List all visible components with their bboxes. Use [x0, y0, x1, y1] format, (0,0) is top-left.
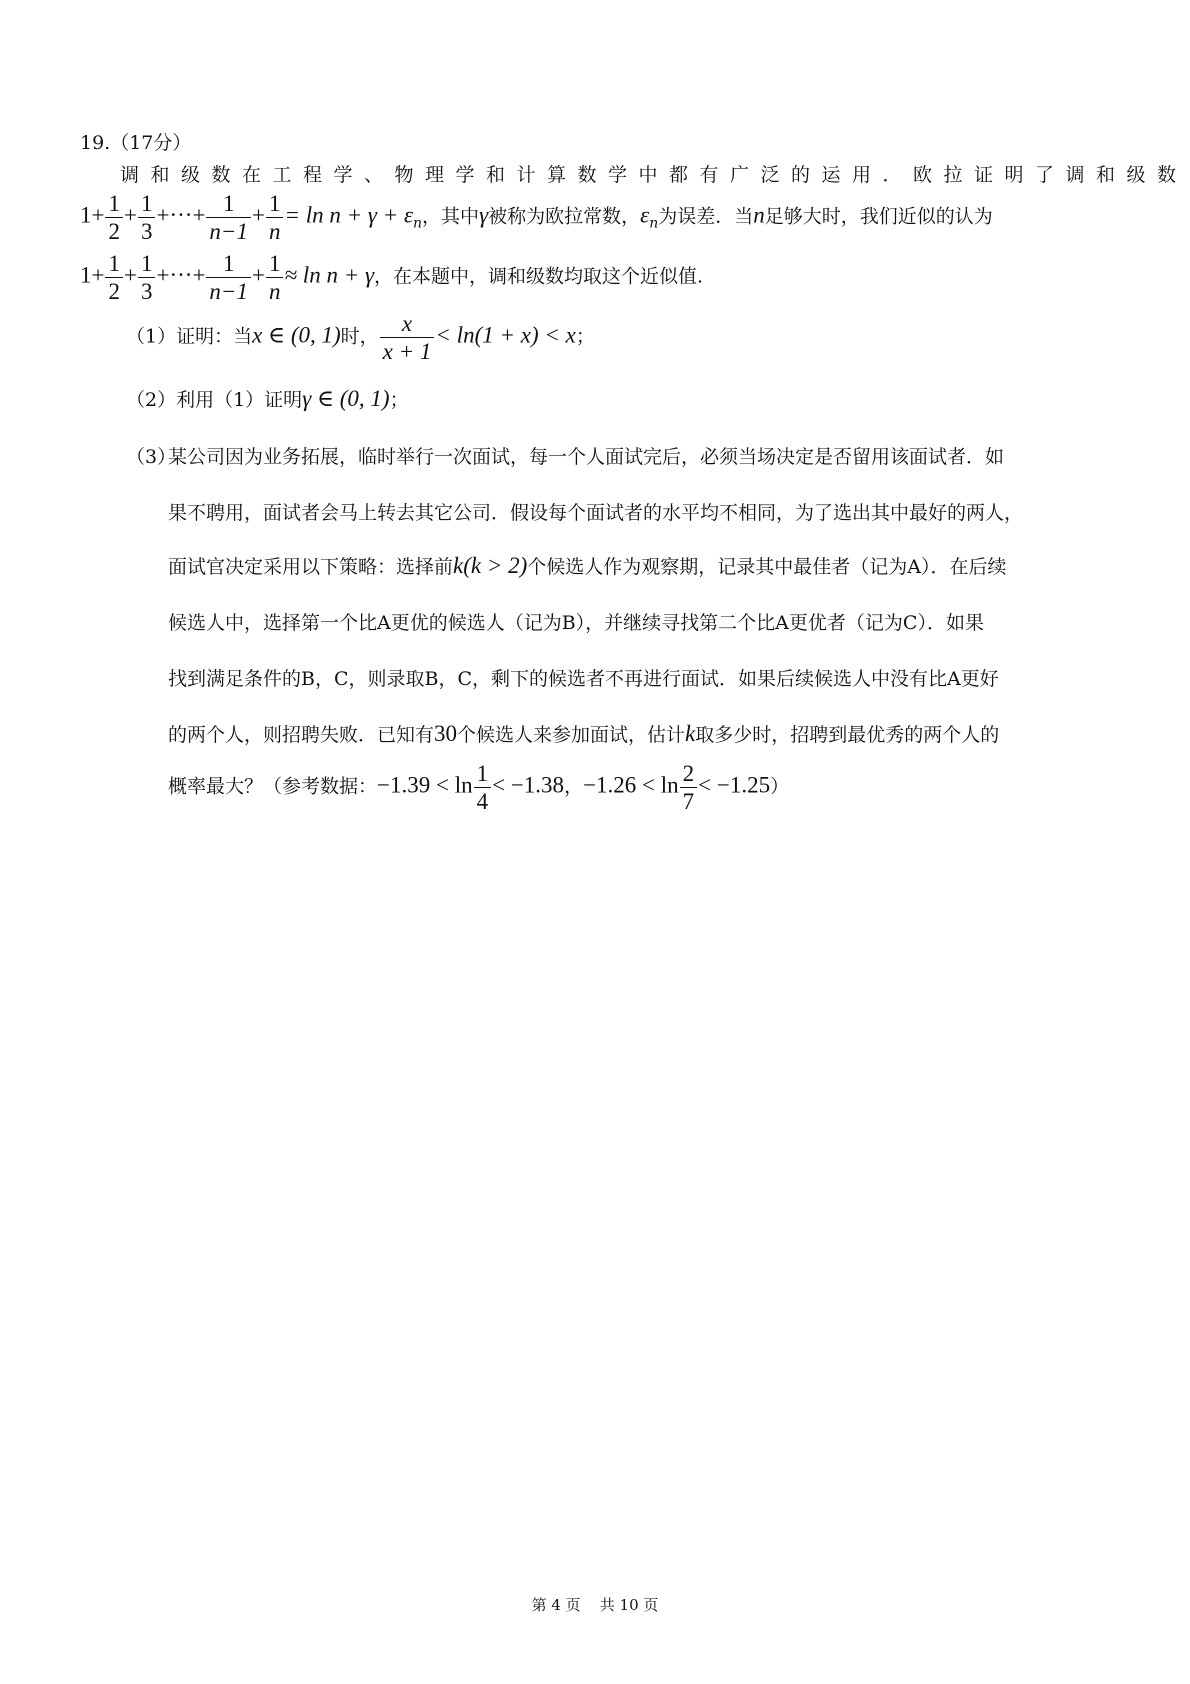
euler-equation-line: 1+ $\frac{1}{2}$ + $\frac{1}{3}$ +···+ $\frac{1}{n-1}$ + $\frac{1}{n}$ = $\ln n + \gamma + \varepsilon_n$，其中γ被称为欧拉常数，$\varepsilon_n$为误差．当n足够大时，我们近似的认为	[80, 191, 993, 244]
fraction-third: $\frac{1}{3}$	[138, 190, 156, 245]
part-3-line-3: 面试官决定采用以下策略：选择前k(k > 2)个候选人作为观察期，记录其中最佳者（记为A）．在后续	[168, 553, 1007, 578]
formula-one: 1	[80, 202, 92, 228]
fraction-n: $\frac{1}{n}$	[266, 190, 284, 245]
reference-2: −1.26 < ln	[583, 772, 679, 798]
page-total: 共 10 页	[599, 1596, 659, 1614]
fraction-one-quarter: $\frac{1}{4}$	[474, 760, 492, 815]
page-number: 第 4 页	[531, 1596, 581, 1614]
part-3-line-1: 某公司因为业务拓展，临时举行一次面试，每一个人面试完后，必须当场决定是否留用该面试者．如	[168, 446, 1005, 468]
question-header	[80, 128, 191, 155]
part-1: （1）证明：当x ∈ (0, 1)时， $\frac{x}{x + 1}$ < ln(1 + x) < x；	[126, 311, 595, 364]
part-3-label: （3）	[126, 446, 177, 468]
part-3-line-6: 的两个人，则招聘失败．已知有30个候选人来参加面试，估计k取多少时，招聘到最优秀的两个人的	[168, 721, 1000, 746]
fraction-x-over-x-plus-1: $\frac{x}{x + 1}$	[380, 310, 435, 365]
approximation-line: 1+ $\frac{1}{2}$ + $\frac{1}{3}$ +···+ $\frac{1}{n-1}$ + $\frac{1}{n}$ ≈ ln n + γ，在本题中，调和级数均取这个近似值.	[80, 251, 704, 304]
intro-text: 调和级数在工程学、物理学和计算数学中都有广泛的运用．欧拉证明了调和级数	[120, 164, 1188, 186]
reference-1: −1.39 < ln	[377, 772, 473, 798]
fraction-half: $\frac{1}{2}$	[105, 190, 123, 245]
page-footer	[0, 1594, 1190, 1615]
approx-rhs: ≈ ln n + γ	[284, 262, 375, 288]
part-3-line-5: 找到满足条件的B，C，则录取B，C，剩下的候选者不再进行面试．如果后续候选人中没有比A更好	[168, 668, 999, 690]
part-3-line-2: 果不聘用，面试者会马上转去其它公司．假设每个面试者的水平均不相同，为了选出其中最好的两人，	[168, 502, 1024, 524]
fraction-n-minus-1: $\frac{1}{n-1}$	[206, 190, 251, 245]
part-3-line-7: 概率最大？（参考数据：−1.39 < ln $\frac{1}{4}$ < −1.38，−1.26 < ln $\frac{2}{7}$ < −1.25）	[168, 761, 790, 814]
question-number: 19.	[80, 132, 111, 154]
part-3-line-4: 候选人中，选择第一个比A更优的候选人（记为B），并继续寻找第二个比A更优者（记为C）．如果	[168, 612, 984, 634]
part-2: （2）利用（1）证明γ ∈ (0, 1)；	[126, 386, 409, 411]
question-score: （17分）	[110, 132, 192, 154]
euler-rhs: = ln n + γ + ε	[284, 202, 414, 228]
fraction-two-sevenths: $\frac{2}{7}$	[680, 760, 698, 815]
